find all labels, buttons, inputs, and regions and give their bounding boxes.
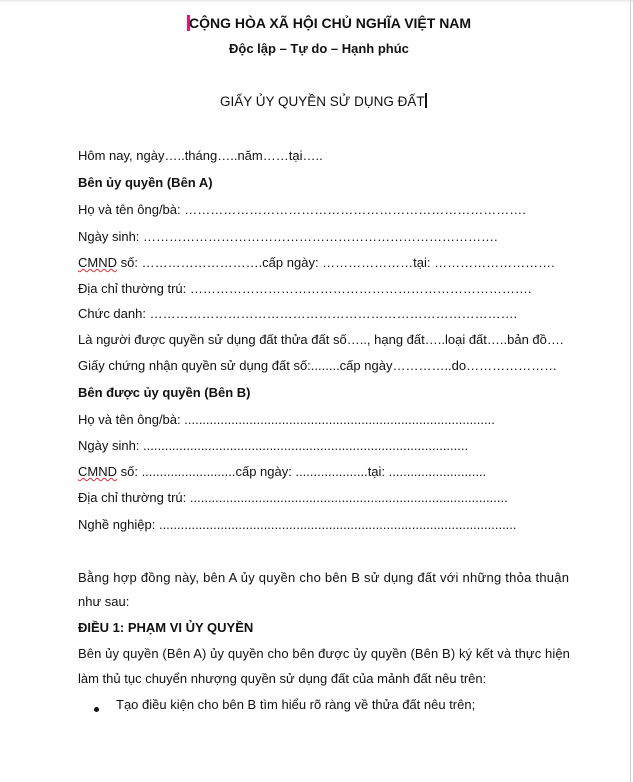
party-a-id — [78, 255, 555, 270]
party-a-position: Chức danh: …………………………………………………………………………. — [78, 306, 518, 321]
text-caret — [425, 93, 427, 108]
party-b-address: Địa chỉ thường trú: ........................................................................................ — [78, 490, 508, 505]
intro-line: Hôm nay, ngày…..tháng…..năm……tại….. — [78, 148, 323, 163]
party-a-dob: Ngày sinh: ………………………………………………………………………. — [78, 229, 498, 244]
article-1-heading: ĐIỀU 1: PHẠM VI ỦY QUYỀN — [78, 620, 254, 635]
party-b-id-rest: số: ..........................cấp ngày: ....................tại: ........................... — [117, 464, 487, 479]
bullet-icon — [94, 707, 99, 712]
party-a-name: Họ và tên ông/bà: ……………………………………………………………………. — [78, 202, 526, 217]
national-title: CỘNG HÒA XÃ HỘI CHỦ NGHĨA VIỆT NAM — [189, 15, 472, 31]
document-title — [220, 93, 427, 109]
party-a-id-rest: số: ……………………….cấp ngày: …………………tại: ………………………. — [117, 255, 555, 270]
article-1-line-2: làm thủ tục chuyển nhượng quyền sử dụng đất của mảnh đất nêu trên: — [78, 671, 487, 686]
party-b-id — [78, 464, 486, 479]
party-a-address: Địa chỉ thường trú: ……………………………………………………………………. — [78, 281, 532, 296]
party-b-name: Họ và tên ông/bà: ...................................................................................... — [78, 412, 495, 427]
party-b-dob: Ngày sinh: .......................................................................................... — [78, 438, 469, 453]
national-motto: Độc lập – Tự do – Hạnh phúc — [229, 41, 409, 56]
page-top-shadow — [0, 0, 633, 3]
spellcheck-word[interactable]: CMND — [78, 255, 117, 270]
article-1-line-1: Bên ủy quyền (Bên A) ủy quyền cho bên được ủy quyền (Bên B) ký kết và thực hiện — [78, 646, 570, 661]
agreement-line-2: như sau: — [78, 594, 130, 609]
party-b-heading: Bên được ủy quyền (Bên B) — [78, 385, 251, 400]
article-1-bullet-1: Tạo điều kiện cho bên B tìm hiểu rõ ràng về thửa đất nêu trên; — [116, 697, 476, 712]
party-a-heading: Bên ủy quyền (Bên A) — [78, 175, 213, 190]
party-b-job: Nghề nghiệp: ................................................................................................... — [78, 517, 517, 532]
agreement-line-1: Bằng hợp đồng này, bên A ủy quyền cho bên B sử dụng đất với những thỏa thuận — [78, 570, 570, 585]
spellcheck-word[interactable]: CMND — [78, 464, 117, 479]
document-title-text: GIẤY ỦY QUYỀN SỬ DỤNG ĐẤT — [220, 94, 425, 109]
party-a-land: Là người được quyền sử dụng đất thửa đất số….., hạng đất…..loại đất…..bản đồ…. — [78, 332, 564, 347]
party-a-certificate: Giấy chứng nhận quyền sử dụng đất số:........cấp ngày…………..do………………… — [78, 358, 558, 373]
